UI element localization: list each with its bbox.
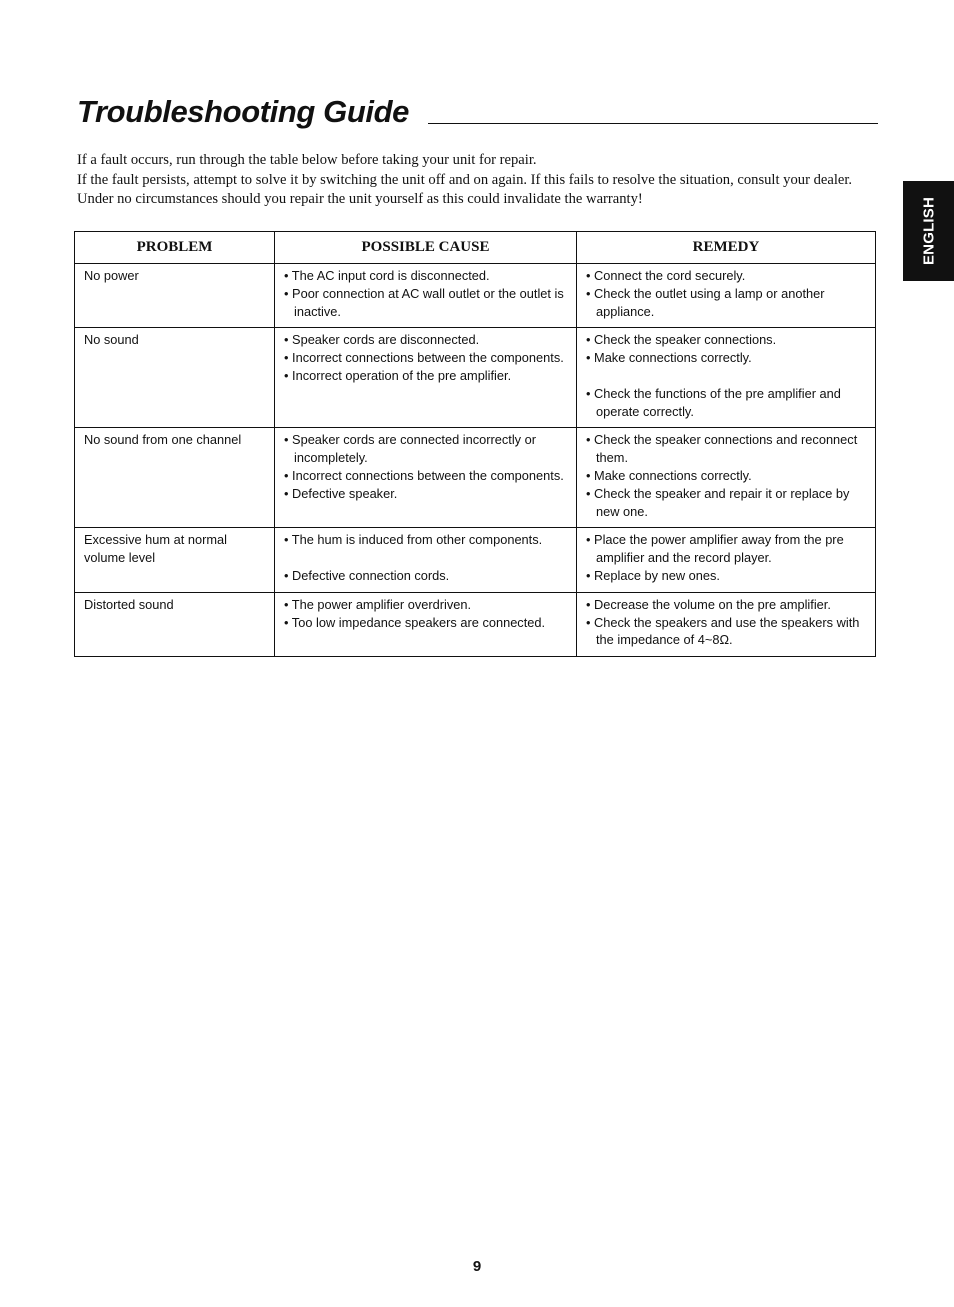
- remedy-cell: [577, 528, 876, 592]
- table-row: [75, 592, 876, 656]
- problem-cell: [75, 528, 275, 592]
- remedy-cell: [577, 264, 876, 328]
- table-header-row: [75, 232, 876, 264]
- page-number: 9: [472, 1258, 482, 1275]
- problem-cell: [75, 428, 275, 528]
- table-row: [75, 264, 876, 328]
- remedy-item: • Make connections correctly.: [586, 467, 752, 483]
- cause-item: • The AC input cord is disconnected.: [284, 268, 490, 283]
- title-rule: [428, 123, 878, 124]
- cause-cell: [275, 428, 577, 528]
- remedy-cell: [577, 592, 876, 656]
- cause-cell: [275, 592, 577, 656]
- header-problem: PROBLEM: [75, 232, 275, 264]
- problem-cell: [75, 264, 275, 328]
- cause-cell: [275, 264, 577, 328]
- spacer: [586, 367, 867, 385]
- remedy-item: • Check the outlet using a lamp or another appliance.: [586, 285, 825, 319]
- page-title-area: [77, 92, 878, 132]
- remedy-item: • Connect the cord securely.: [586, 268, 746, 283]
- problem-cell: [75, 328, 275, 428]
- remedy-item: • Replace by new ones.: [586, 567, 720, 583]
- cause-item: • Too low impedance speakers are connected.: [284, 614, 546, 630]
- header-possible-cause: POSSIBLE CAUSE: [275, 232, 577, 264]
- remedy-cell: [577, 428, 876, 528]
- remedy-item: • Check the speaker connections.: [586, 332, 777, 348]
- remedy-item: • Check the speaker connections and reconnect them.: [586, 432, 858, 466]
- remedy-item: • Place the power amplifier away from the pre amplifier and the record player.: [586, 532, 844, 566]
- cause-item: • Speaker cords are connected incorrectly or incompletely.: [284, 432, 537, 466]
- cause-cell: [275, 528, 577, 592]
- problem-text: No sound: [84, 332, 139, 348]
- intro-paragraph: If the fault persists, attempt to solve it by switching the unit off and on again. If this fails to resolve the situation, consult your dealer. Under no circumstances should you repair the unit yourself as this could invalidate the warranty!: [77, 171, 853, 208]
- language-tab-label: ENGLISH: [920, 196, 937, 266]
- troubleshooting-table: [74, 231, 876, 657]
- remedy-item: • Check the speaker and repair it or replace by new one.: [586, 485, 850, 519]
- table-row: [75, 328, 876, 428]
- cause-item: • Incorrect operation of the pre amplifier.: [284, 367, 512, 383]
- problem-text: Excessive hum at normal volume level: [84, 532, 227, 566]
- spacer: [284, 549, 568, 567]
- cause-item: • Defective connection cords.: [284, 567, 450, 583]
- problem-text: Distorted sound: [84, 596, 174, 612]
- problem-text: No sound from one channel: [84, 432, 242, 448]
- cause-item: • Poor connection at AC wall outlet or the outlet is inactive.: [284, 285, 564, 319]
- table-row: [75, 428, 876, 528]
- cause-item: • The hum is induced from other components.: [284, 532, 543, 548]
- cause-cell: [275, 328, 577, 428]
- intro-paragraph: If a fault occurs, run through the table below before taking your unit for repair.: [77, 152, 537, 168]
- header-remedy: REMEDY: [577, 232, 876, 264]
- intro-text: [77, 151, 877, 210]
- cause-item: • The power amplifier overdriven.: [284, 596, 472, 612]
- remedy-cell: [577, 328, 876, 428]
- page-title: Troubleshooting Guide: [77, 94, 410, 129]
- remedy-item: • Make connections correctly.: [586, 350, 752, 366]
- cause-item: • Incorrect connections between the components.: [284, 467, 564, 483]
- cause-item: • Defective speaker.: [284, 485, 398, 501]
- cause-item: • Incorrect connections between the components.: [284, 350, 564, 366]
- language-tab: [903, 181, 954, 281]
- table-row: [75, 528, 876, 592]
- cause-item: • Speaker cords are disconnected.: [284, 332, 480, 348]
- remedy-item: • Check the speakers and use the speakers with the impedance of 4~8Ω.: [586, 614, 860, 648]
- problem-text: No power: [84, 268, 139, 283]
- remedy-item: • Decrease the volume on the pre amplifier.: [586, 596, 831, 612]
- remedy-item: • Check the functions of the pre amplifier and operate correctly.: [586, 385, 841, 419]
- problem-cell: [75, 592, 275, 656]
